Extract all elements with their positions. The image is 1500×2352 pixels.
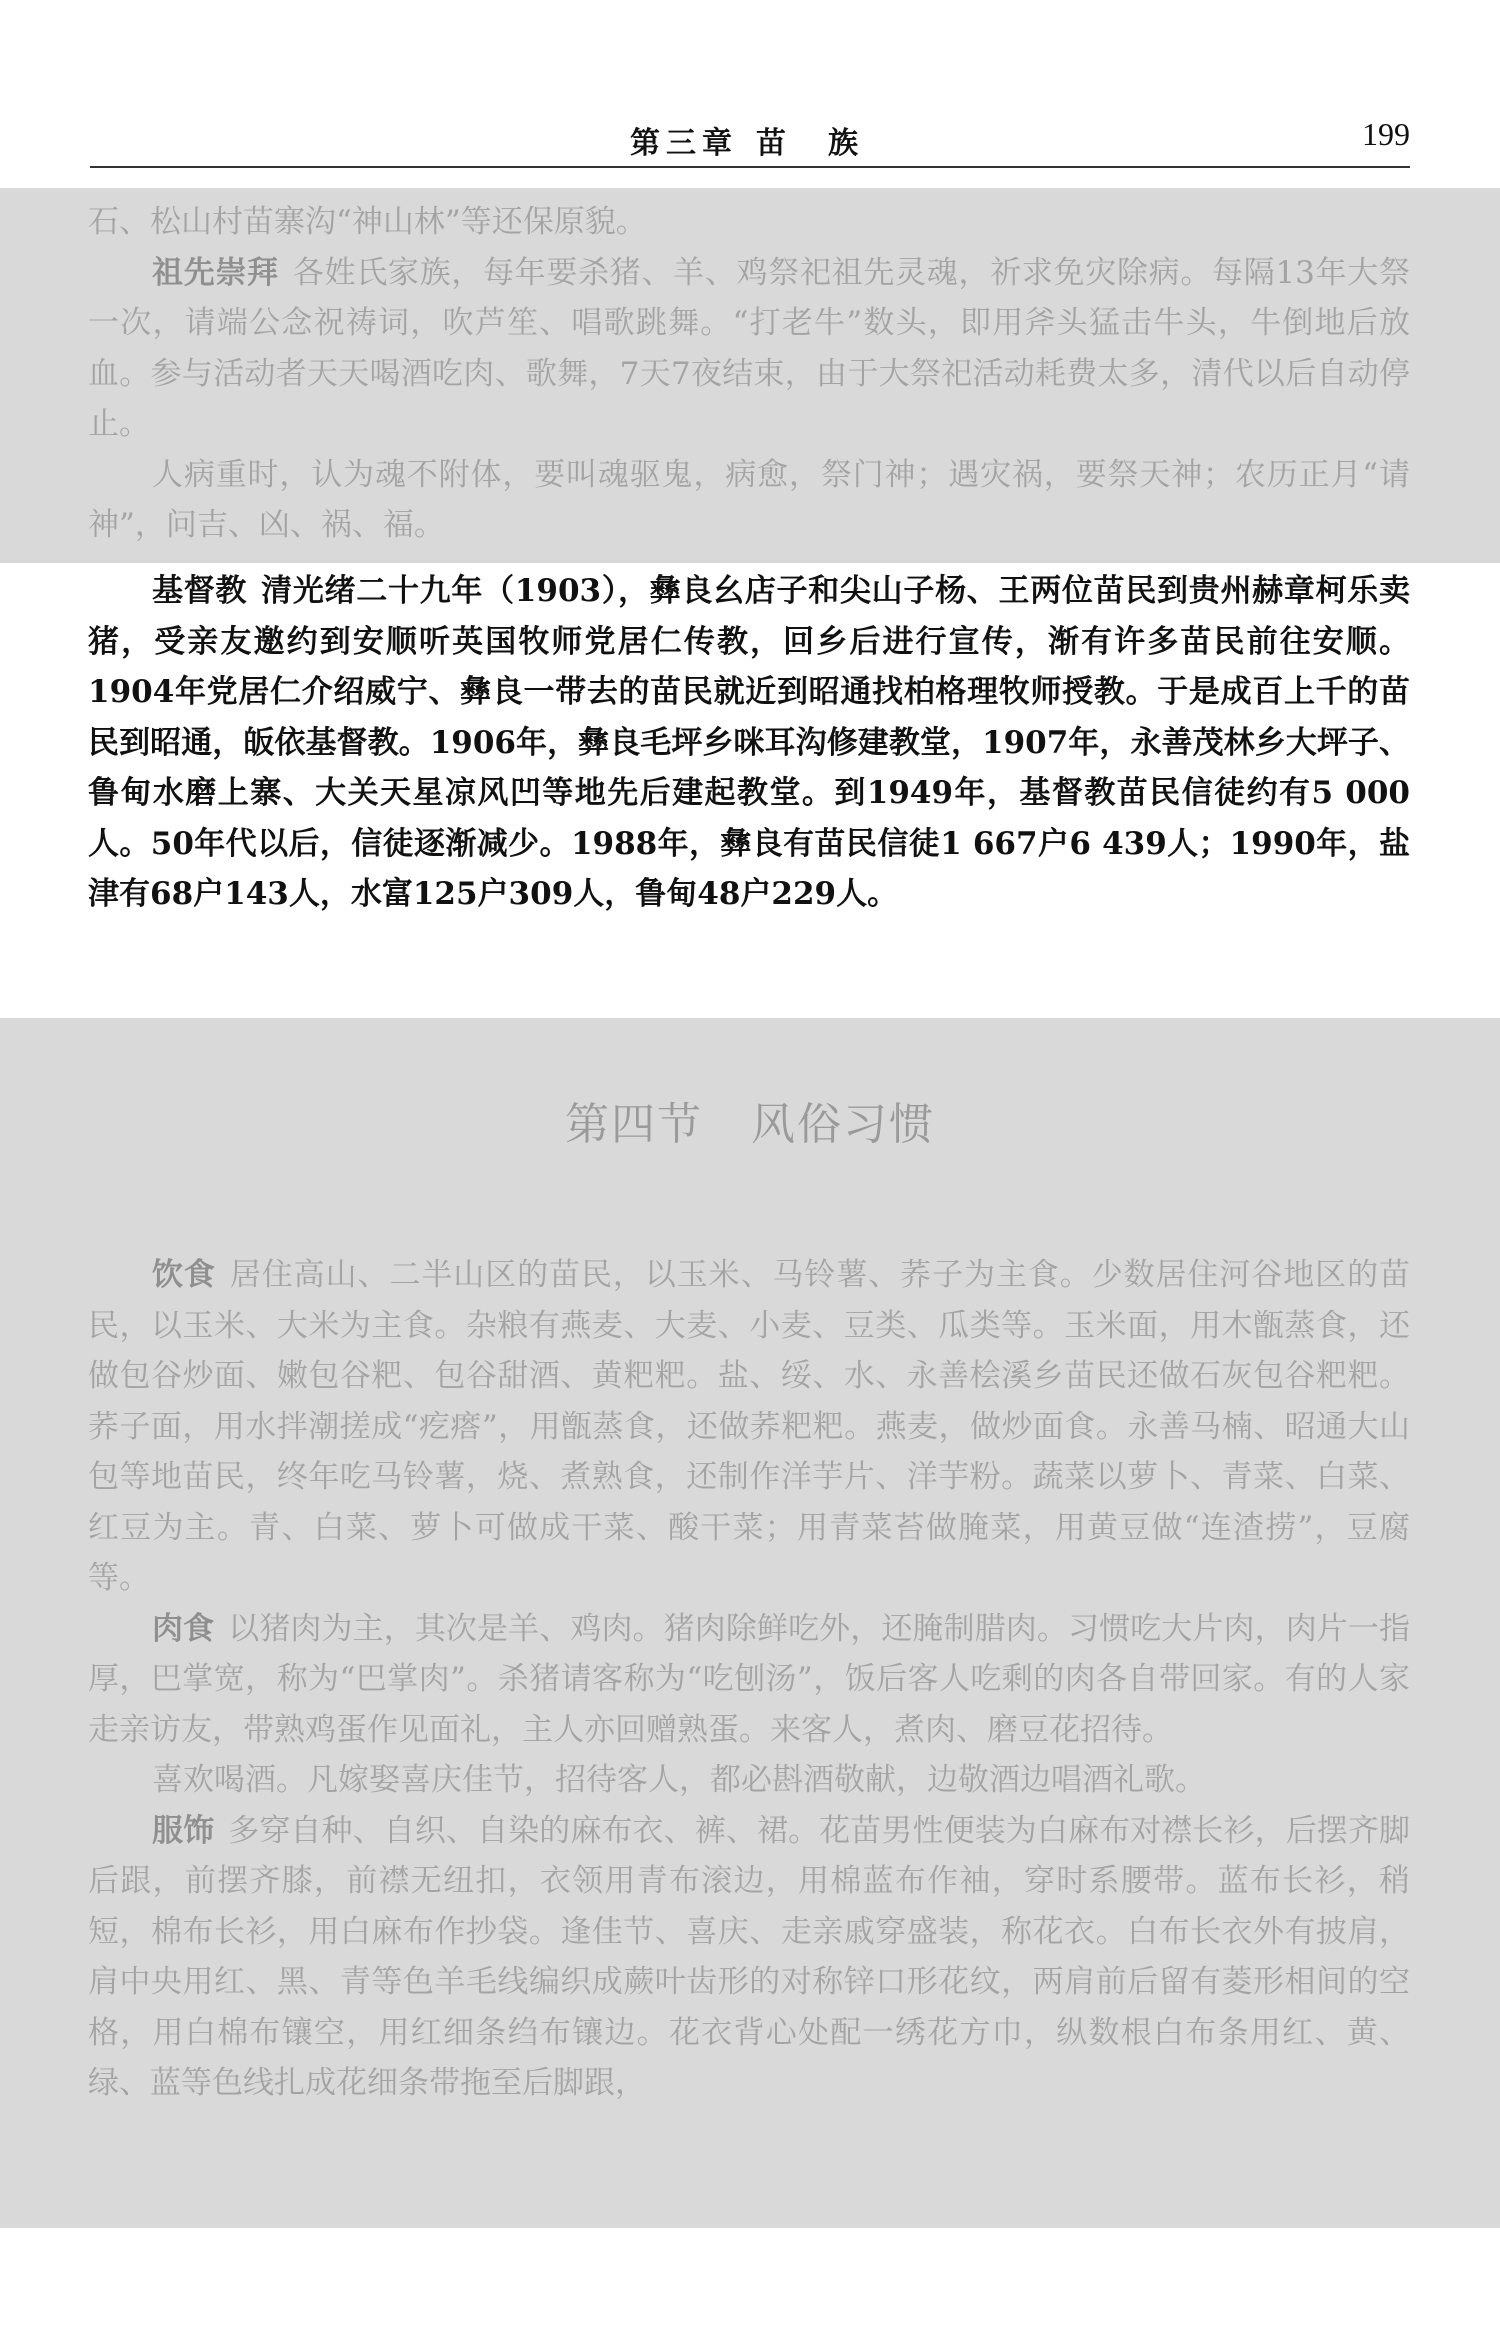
paragraph-text: 各姓氏家族，每年要杀猪、羊、鸡祭祀祖先灵魂，祈求免灾除病。每隔13年大祭一次，请端公念祝祷词，吹芦笙、唱歌跳舞。“打老牛”数头，即用斧头猛击牛头，牛倒地后放血。参与活动者天天喝酒吃肉、歌舞，7天7夜结束，由于大祭祀活动耗费太多，清代以后自动停止。 <box>88 254 1410 442</box>
keyword: 饮食 <box>152 1257 216 1293</box>
keyword: 肉食 <box>152 1610 215 1647</box>
section-number: 第四节 <box>565 1099 703 1150</box>
keyword: 服饰 <box>152 1812 215 1849</box>
paragraph <box>88 1250 1410 1604</box>
paragraph <box>88 566 1410 920</box>
paragraph-text: 多穿自种、自织、自染的麻布衣、裤、裙。花苗男性便装为白麻布对襟长衫，后摆齐脚后跟，前摆齐膝，前襟无纽扣，衣领用青布滚边，用棉蓝布作袖，穿时系腰带。蓝布长衫，稍短，棉布长衫，用白麻布作抄袋。逢佳节、喜庆、走亲戚穿盛装，称花衣。白布长衣外有披肩，肩中央用红、黑、青等色羊毛线编织成蕨叶齿形的对称锌口形花纹，两肩前后留有菱形相间的空格，用白棉布镶空，用红细条绉布镶边。花衣背心处配一绣花方巾，纵数根白布条用红、黄、绿、蓝等色线扎成花细条带拖至后脚跟， <box>88 1812 1411 2101</box>
paragraph-text: 居住高山、二半山区的苗民，以玉米、马铃薯、荞子为主食。少数居住河谷地区的苗民，以玉米、大米为主食。杂粮有燕麦、大麦、小麦、豆类、瓜类等。玉米面，用木甑蒸食，还做包谷炒面、嫩包谷粑、包谷甜酒、黄粑粑。盐、绥、水、永善桧溪乡苗民还做石灰包谷粑粑。荞子面，用水拌潮搓成“疙瘩”，用甑蒸食，还做荞粑粑。燕麦，做炒面食。永善马楠、昭通大山包等地苗民，终年吃马铃薯，烧、煮熟食，还制作洋芋片、洋芋粉。蔬菜以萝卜、青菜、白菜、红豆为主。青、白菜、萝卜可做成干菜、酸干菜；用青菜苔做腌菜，用黄豆做“连渣捞”，豆腐等。 <box>88 1257 1410 1596</box>
paragraph <box>88 1806 1410 2109</box>
paragraph <box>88 1755 1410 1806</box>
text-block-customs <box>88 1250 1410 2109</box>
chapter-number: 第三章 <box>630 126 738 161</box>
keyword: 基督教 <box>152 573 248 609</box>
paragraph <box>88 450 1410 551</box>
paragraph-text: 以猪肉为主，其次是羊、鸡肉。猪肉除鲜吃外，还腌制腊肉。习惯吃大片肉，肉片一指厚，巴掌宽，称为“巴掌肉”。杀猪请客称为“吃刨汤”，饭后客人吃剩的肉各自带回家。有的人家走亲访友，带熟鸡蛋作见面礼，主人亦回赠熟蛋。来客人，煮肉、磨豆花招待。 <box>88 1610 1411 1748</box>
keyword: 祖先崇拜 <box>152 254 279 291</box>
paragraph-text: 清光绪二十九年（1903），彝良幺店子和尖山子杨、王两位苗民到贵州赫章柯乐卖猪，受亲友邀约到安顺听英国牧师党居仁传教，回乡后进行宣传，渐有许多苗民前往安顺。1904年党居仁介绍威宁、彝良一带去的苗民就近到昭通找柏格理牧师授教。于是成百上千的苗民到昭通，皈依基督教。1906年，彝良毛坪乡咪耳沟修建教堂，1907年，永善茂林乡大坪子、鲁甸水磨上寨、大关天星凉风凹等地先后建起教堂。到1949年，基督教苗民信徒约有5 000人。50年代以后，信徒逐渐减少。1988年，彝良有苗民信徒1 667户6 439人；1990年，盐津有68户143人，水富125户309人，鲁甸48户229人。 <box>88 573 1411 912</box>
paragraph <box>88 248 1410 450</box>
text-block-christianity <box>88 566 1410 920</box>
section-title <box>0 1088 1500 1152</box>
paragraph <box>88 1604 1410 1756</box>
header-rule <box>90 166 1410 168</box>
page-number: 199 <box>1362 116 1410 152</box>
text-block-ancestor-worship <box>88 197 1410 551</box>
chapter-title-char-1: 苗 <box>756 126 792 161</box>
paragraph-text: 人病重时，认为魂不附体，要叫魂驱鬼，病愈，祭门神；遇灾祸，要祭天神；农历正月“请神”，问吉、凶、祸、福。 <box>88 456 1410 543</box>
paragraph-text: 喜欢喝酒。凡嫁娶喜庆佳节，招待客人，都必斟酒敬献，边敬酒边唱酒礼歌。 <box>152 1762 1206 1798</box>
chapter-title-char-2: 族 <box>828 126 864 161</box>
paragraph <box>88 197 1410 248</box>
section-name: 风俗习惯 <box>751 1099 935 1150</box>
running-header <box>90 108 1410 168</box>
paragraph-text: 石、松山村苗寨沟“神山林”等还保原貌。 <box>88 204 647 240</box>
chapter-heading <box>630 118 864 162</box>
